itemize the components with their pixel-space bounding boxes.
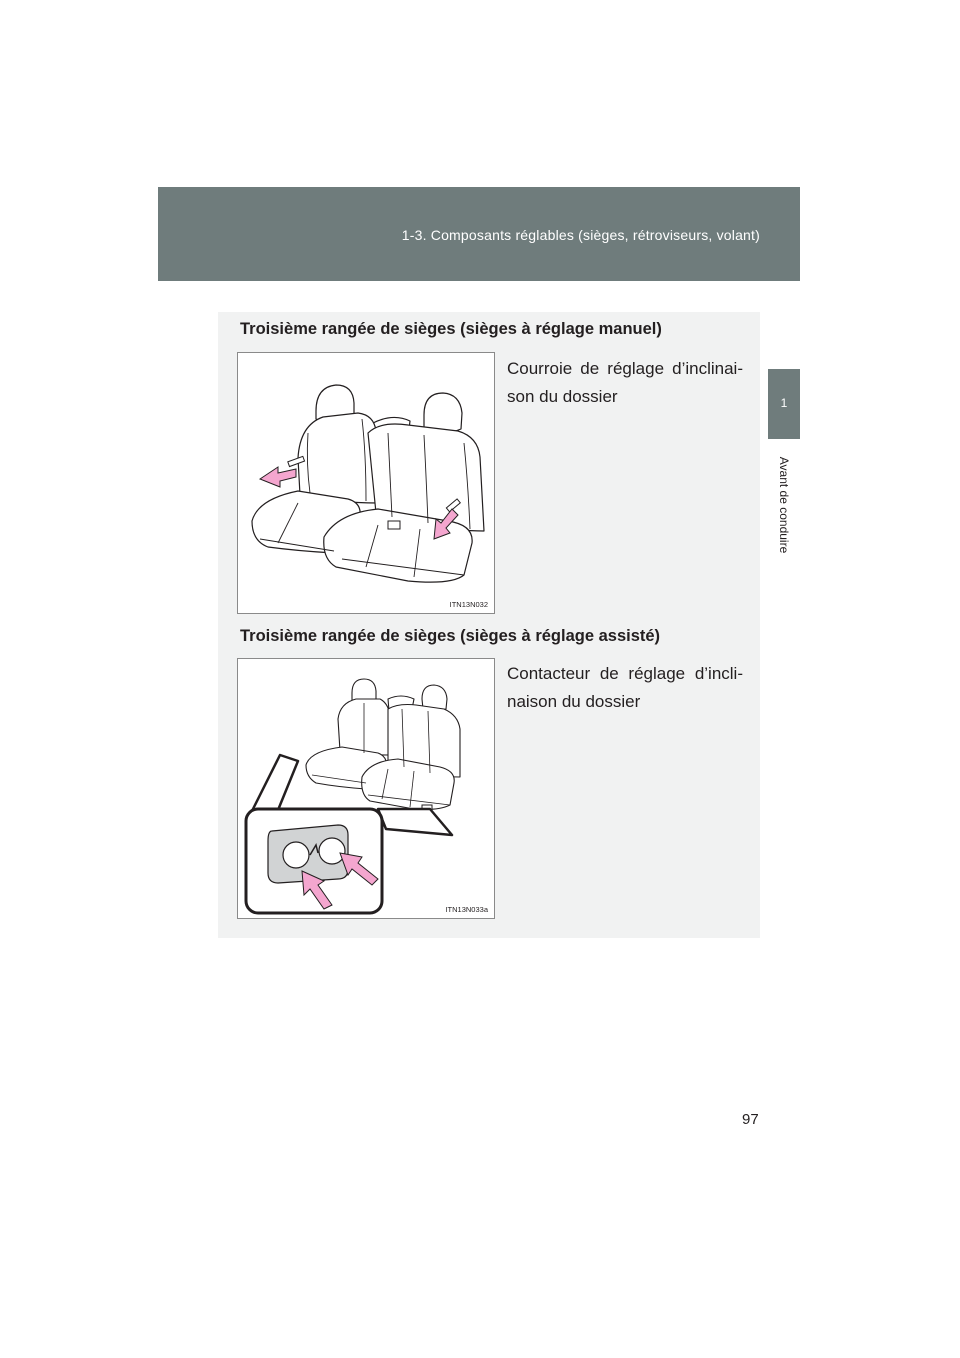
figure-power-seats [237,658,495,919]
power-seat-illustration [238,659,494,918]
header-title: 1-3. Composants réglables (sièges, rétroviseurs, volant) [401,227,760,243]
section-description-manual: Courroie de réglage d’inclinai-son du dossier [507,359,743,406]
header-bar [158,187,800,281]
chapter-tab [768,369,800,439]
chapter-label: Avant de conduire [777,456,791,554]
figure-code-power: ITN13N033a [445,905,488,914]
figure-code-manual: ITN13N032 [449,600,488,609]
section-description-power: Contacteur de réglage d’incli-naison du dossier [507,664,743,711]
section-title-manual: Troisième rangée de sièges (sièges à réglage manuel) [240,320,662,338]
figure-manual-seats [237,352,495,614]
section-title-power: Troisième rangée de sièges (sièges à réglage assisté) [240,627,661,645]
page-number: 97 [742,1111,759,1128]
chapter-number: 1 [780,396,788,410]
manual-seat-illustration [238,353,494,613]
